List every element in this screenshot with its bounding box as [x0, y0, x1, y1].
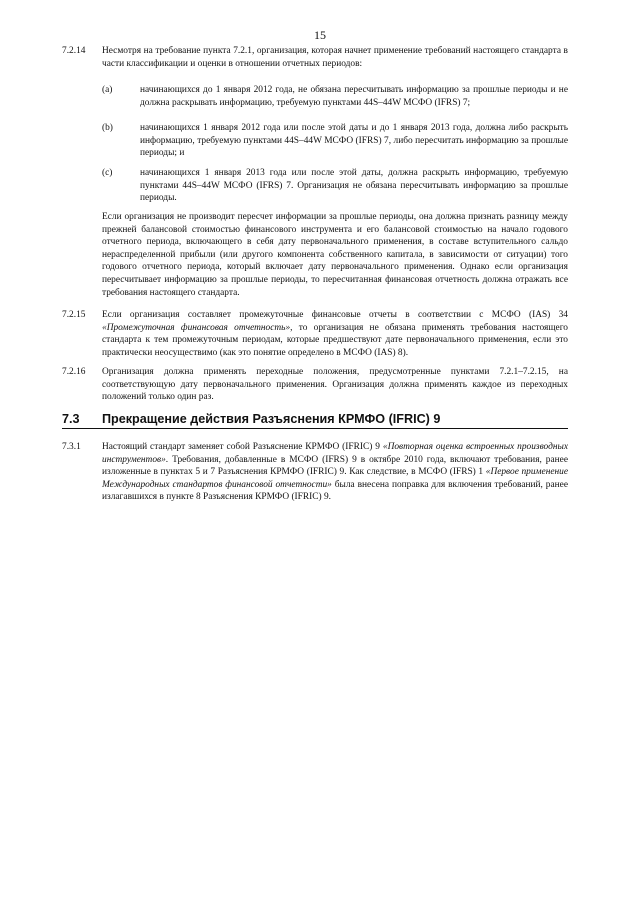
paragraph-text: Организация должна применять переходные положения, предусмотренные пунктами 7.2.1–7.2.15, на соответствующую дату первоначального применения. Организация должна применять каждое из переходных положений только один раз.: [102, 367, 568, 403]
paragraph-7-2-16: [62, 366, 568, 404]
text-run: Настоящий стандарт заменяет собой Разъяснение КРМФО (IFRIC) 9: [102, 442, 383, 452]
list-item-label: (a): [102, 85, 113, 95]
paragraph-7-2-14-closing: Если организация не производит пересчет информации за прошлые периоды, она должна признать разницу между прежней балансовой стоимостью финансового инструмента и его балансовой стоимостью на начало годового отчетного периода, включающего в себя дату первоначального применения, в составе вступительного сальдо нераспределенной прибыли (или другого компонента собственного капитала, в зависимости от ситуации) того годового отчетного периода, который включает дату первоначального применения. Однако если организация пересчитывает информацию за прошлые периоды, то пересчитанная финансовая отчетность должна отражать все требования настоящего стандарта.: [102, 212, 568, 298]
standard-title: «Первое применение Международных стандартов финансовой отчетности»: [102, 467, 569, 490]
standard-title: «Повторная оценка встроенных производных инструментов»: [102, 442, 568, 465]
list-item-a: [102, 84, 568, 109]
list-item-label: (b): [102, 123, 113, 133]
heading-rule: [62, 428, 568, 429]
paragraph-7-2-14: [62, 45, 568, 70]
text-run: была внесена поправка для включения требований, ранее излагавшихся в пункте 8 Разъяснения КРМФО (IFRIC) 9.: [102, 479, 568, 503]
paragraph-number: 7.2.15: [62, 310, 86, 320]
paragraph-text: Несмотря на требование пункта 7.2.1, организация, которая начнет применение требований настоящего стандарта в части классификации и оценки в отношении отчетных периодов:: [102, 46, 568, 69]
paragraph-7-2-15: [62, 309, 568, 359]
paragraph-text: [102, 441, 568, 504]
text-run: Если организация составляет промежуточные финансовые отчеты в соответствии с МСФО (IAS) 34: [102, 310, 568, 320]
paragraph-number: 7.2.14: [62, 46, 86, 56]
list-item-c: [102, 167, 568, 205]
list-item-text: начинающихся 1 января 2012 года или после этой даты и до 1 января 2013 года, должна либо раскрыть информацию, требуемую пунктами 44S–44W МСФО (IFRS) 7, либо пересчитать информацию за прошлые периоды; и: [140, 123, 568, 159]
standard-title: «Промежуточная финансовая отчетность»: [102, 322, 291, 333]
page-number: 15: [314, 28, 326, 42]
list-item-text: начинающихся 1 января 2013 года или после этой даты, должна раскрыть информацию, требуемую пунктами 44S–44W МСФО (IFRS) 7. Организация не обязана пересчитывать информацию за прошлые периоды.: [140, 168, 568, 204]
paragraph-number: 7.2.16: [62, 367, 86, 377]
section-number: 7.3: [62, 412, 80, 426]
paragraph-7-3-1: [62, 441, 568, 504]
paragraph-number: 7.3.1: [62, 442, 81, 452]
paragraph-text: [102, 309, 568, 359]
list-item-text: начинающихся до 1 января 2012 года, не обязана пересчитывать информацию за прошлые периоды и не должна раскрывать информацию, требуемую пунктами 44S–44W МСФО (IFRS) 7;: [140, 85, 568, 108]
section-title: Прекращение действия Разъяснения КРМФО (IFRIC) 9: [102, 412, 441, 426]
list-item-b: [102, 122, 568, 160]
list-item-label: (c): [102, 168, 113, 178]
text-run: , то организация не обязана применять требования настоящего стандарта к тем промежуточным периодам, которые предшествуют дате первоначального применения, если это практически неосуществимо (как это понятие определено в МСФО (IAS) 8).: [102, 322, 568, 358]
text-run: . Требования, добавленные в МСФО (IFRS) 9 в октябре 2010 года, включают требования, ранее изложенные в пунктах 5 и 7 Разъяснения КРМФО (IFRIC) 9. Как следствие, в МСФО (IFRS) 1: [102, 454, 568, 478]
